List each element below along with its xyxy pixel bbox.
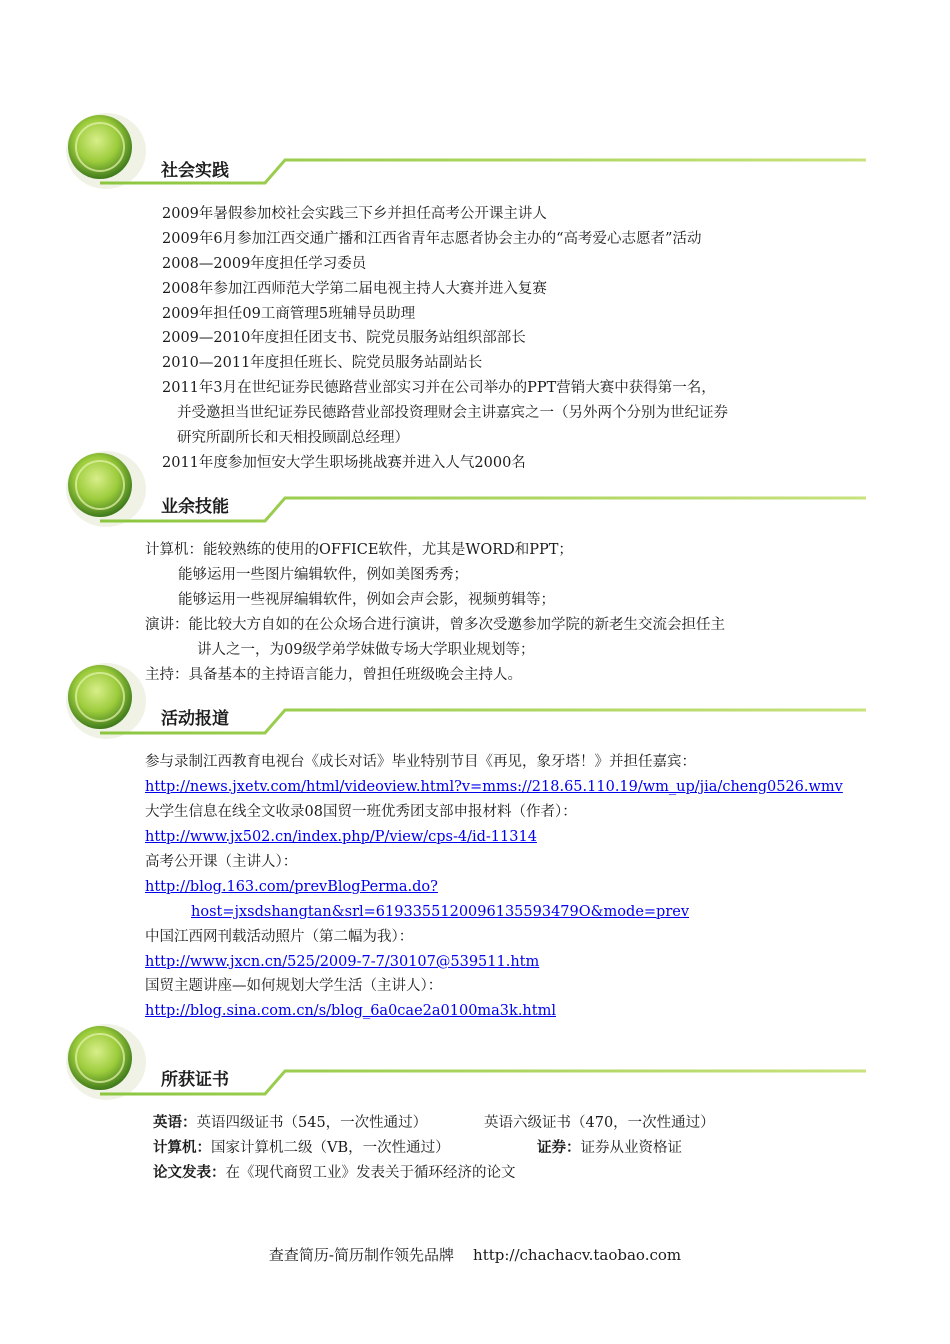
report-item: 国贸主题讲座—如何规划大学生活（主讲人）： [145, 978, 443, 994]
social-item: 并受邀担当世纪证券民德路营业部投资理财会主讲嘉宾之一（另外两个分别为世纪证券 [177, 405, 728, 421]
footer [0, 1244, 950, 1265]
social-item: 2009年暑假参加校社会实践三下乡并担任高考公开课主讲人 [162, 206, 547, 222]
report-item: 高考公开课（主讲人）： [145, 854, 298, 870]
cert-label: 计算机： [153, 1140, 211, 1156]
report-link[interactable]: http://blog.163.com/prevBlogPerma.do? [145, 879, 438, 895]
social-item: 2009—2010年度担任团支书、院党员服务站组织部部长 [162, 330, 526, 346]
cert-label: 英语： [153, 1115, 197, 1131]
cert-english-row [153, 1111, 427, 1136]
social-item: 2011年度参加恒安大学生职场挑战赛并进入人气2000名 [162, 455, 526, 471]
section-title: 社会实践 [161, 161, 229, 181]
social-item: 2009年6月参加江西交通广播和江西省青年志愿者协会主办的“高考爱心志愿者”活动 [162, 231, 702, 247]
social-item: 2008年参加江西师范大学第二届电视主持人大赛并进入复赛 [162, 281, 547, 297]
cert-value: 英语六级证书（470，一次性通过） [484, 1115, 715, 1131]
social-item: 2009年担任09工商管理5班辅导员助理 [162, 306, 416, 322]
section-title: 所获证书 [161, 1070, 229, 1090]
report-item: 参与录制江西教育电视台《成长对话》毕业特别节目《再见，象牙塔！》并担任嘉宾： [145, 754, 696, 770]
skill-item: 能够运用一些图片编辑软件，例如美图秀秀； [178, 567, 468, 583]
social-item: 研究所副所长和天相投顾副总经理） [177, 430, 409, 446]
skill-item: 能够运用一些视屏编辑软件，例如会声会影，视频剪辑等； [178, 592, 555, 608]
cert-paper-row [153, 1161, 516, 1186]
cert-value: 英语四级证书（545，一次性通过） [196, 1115, 428, 1131]
skill-item: 计算机：能较熟练的使用的OFFICE软件，尤其是WORD和PPT； [145, 542, 573, 558]
cert-value: 在《现代商贸工业》发表关于循环经济的论文 [225, 1165, 516, 1181]
section-title: 业余技能 [161, 497, 229, 517]
report-link[interactable]: host=jxsdshangtan&srl=6193355120096135593479O&mode=prev [191, 904, 690, 920]
report-link[interactable]: http://news.jxetv.com/html/videoview.html?v=mms://218.65.110.19/wm_up/jia/cheng0526.wmv [145, 779, 843, 795]
skill-item: 主持：具备基本的主持语言能力，曾担任班级晚会主持人。 [145, 667, 522, 683]
cert-value: 国家计算机二级（VB，一次性通过） [211, 1140, 450, 1156]
report-link[interactable]: http://blog.sina.com.cn/s/blog_6a0cae2a0100ma3k.html [145, 1003, 556, 1019]
skill-item: 演讲：能比较大方自如的在公众场合进行演讲，曾多次受邀参加学院的新老生交流会担任主 [145, 617, 725, 633]
social-item: 2008—2009年度担任学习委员 [162, 256, 367, 272]
cert-value: 证券从业资格证 [580, 1140, 682, 1156]
cert-computer-row [153, 1136, 450, 1161]
section-title: 活动报道 [161, 709, 229, 729]
social-item: 2011年3月在世纪证券民德路营业部实习并在公司举办的PPT营销大赛中获得第一名， [162, 380, 716, 396]
report-link[interactable]: http://www.jxcn.cn/525/2009-7-7/30107@539511.htm [145, 954, 540, 970]
cert-securities-row [537, 1136, 682, 1161]
footer-url[interactable]: http://chachacv.taobao.com [473, 1246, 682, 1264]
report-item: 大学生信息在线全文收录08国贸一班优秀团支部申报材料（作者）： [145, 804, 577, 820]
skill-item: 讲人之一，为09级学弟学妹做专场大学职业规划等； [197, 642, 535, 658]
social-item: 2010—2011年度担任班长、院党员服务站副站长 [162, 355, 483, 371]
report-item: 中国江西网刊载活动照片（第二幅为我）： [145, 929, 414, 945]
cert-label: 证券： [537, 1140, 581, 1156]
cert-label: 论文发表： [153, 1165, 226, 1181]
report-link[interactable]: http://www.jx502.cn/index.php/P/view/cps-4/id-11314 [145, 829, 537, 845]
footer-brand: 查查简历-简历制作领先品牌 [268, 1246, 454, 1264]
